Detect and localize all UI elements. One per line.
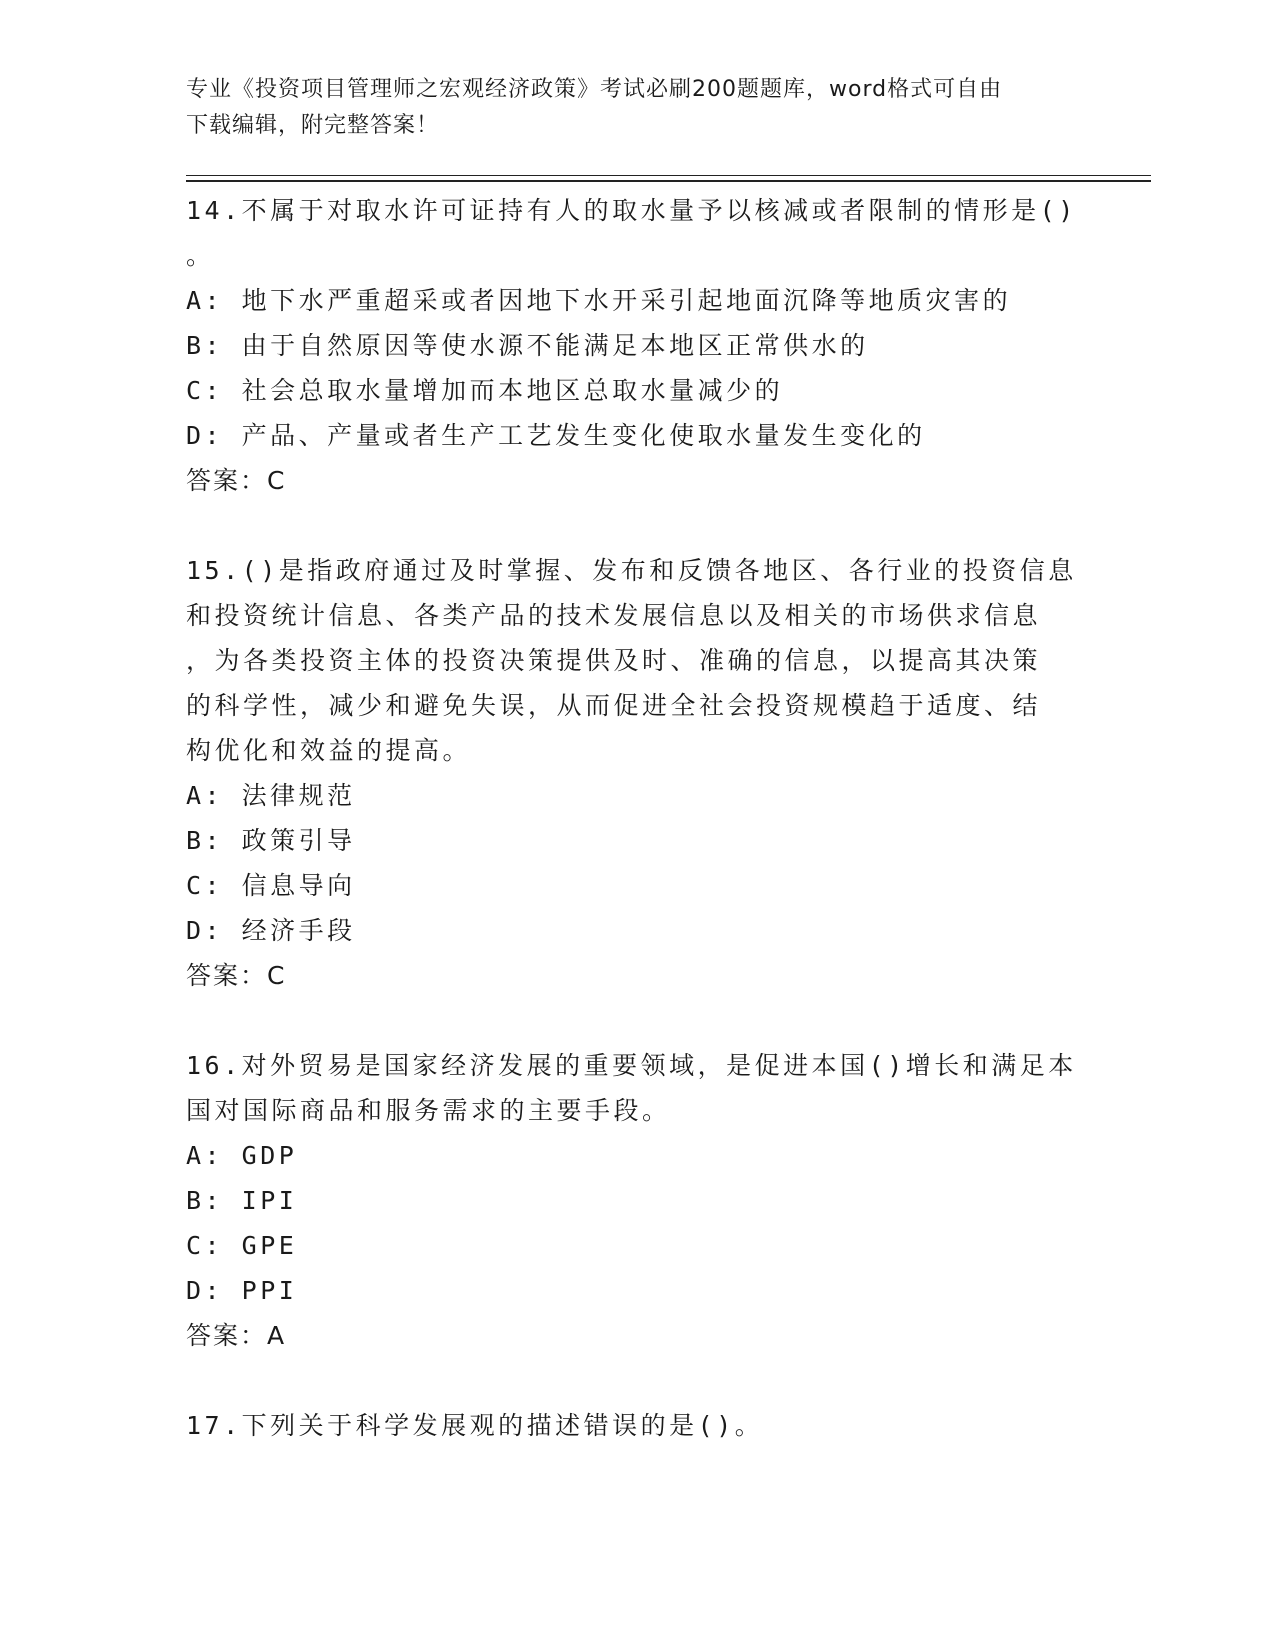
header-divider-thin bbox=[186, 175, 1151, 176]
question-14-option-d: D: 产品、产量或者生产工艺发生变化使取水量发生变化的 bbox=[186, 421, 926, 450]
question-14-option-a: A: 地下水严重超采或者因地下水开采引起地面沉降等地质灾害的 bbox=[186, 286, 1012, 315]
header-line-2: 下载编辑，附完整答案！ bbox=[186, 113, 440, 138]
question-14-line-1: 14.不属于对取水许可证持有人的取水量予以核减或者限制的情形是() bbox=[186, 196, 1077, 225]
header-divider-thick bbox=[186, 180, 1151, 182]
question-16-line-1: 16.对外贸易是国家经济发展的重要领域，是促进本国()增长和满足本 bbox=[186, 1051, 1077, 1080]
question-16-answer: 答案：A bbox=[186, 1321, 287, 1350]
question-16-option-b: B: IPI bbox=[186, 1186, 298, 1215]
question-14-answer: 答案：C bbox=[186, 466, 287, 495]
question-14-option-b: B: 由于自然原因等使水源不能满足本地区正常供水的 bbox=[186, 331, 869, 360]
question-15-line-4: 的科学性，减少和避免失误，从而促进全社会投资规模趋于适度、结 bbox=[186, 691, 1042, 720]
question-17-line-1: 17.下列关于科学发展观的描述错误的是()。 bbox=[186, 1411, 764, 1440]
question-16-option-c: C: GPE bbox=[186, 1231, 298, 1260]
spacer bbox=[186, 998, 1086, 1043]
question-16 bbox=[186, 1043, 1086, 1358]
spacer bbox=[186, 1358, 1086, 1403]
document-header bbox=[186, 72, 1086, 144]
question-15-option-d: D: 经济手段 bbox=[186, 916, 356, 945]
question-14-line-2: 。 bbox=[186, 241, 215, 270]
question-15-line-2: 和投资统计信息、各类产品的技术发展信息以及相关的市场供求信息 bbox=[186, 601, 1042, 630]
question-17 bbox=[186, 1403, 1086, 1448]
question-list bbox=[186, 188, 1086, 1448]
question-15-option-a: A: 法律规范 bbox=[186, 781, 356, 810]
question-15-line-5: 构优化和效益的提高。 bbox=[186, 736, 472, 765]
question-14-option-c: C: 社会总取水量增加而本地区总取水量减少的 bbox=[186, 376, 784, 405]
question-15-answer: 答案：C bbox=[186, 961, 287, 990]
question-15-option-c: C: 信息导向 bbox=[186, 871, 356, 900]
question-16-option-a: A: GDP bbox=[186, 1141, 298, 1170]
question-16-option-d: D: PPI bbox=[186, 1276, 298, 1305]
header-line-1: 专业《投资项目管理师之宏观经济政策》考试必刷200题题库，word格式可自由 bbox=[186, 77, 1003, 102]
question-15 bbox=[186, 548, 1086, 998]
question-14 bbox=[186, 188, 1086, 503]
question-15-line-1: 15.()是指政府通过及时掌握、发布和反馈各地区、各行业的投资信息 bbox=[186, 556, 1077, 585]
spacer bbox=[186, 503, 1086, 548]
question-16-line-2: 国对国际商品和服务需求的主要手段。 bbox=[186, 1096, 671, 1125]
question-15-option-b: B: 政策引导 bbox=[186, 826, 356, 855]
question-15-line-3: ，为各类投资主体的投资决策提供及时、准确的信息，以提高其决策 bbox=[186, 646, 1042, 675]
